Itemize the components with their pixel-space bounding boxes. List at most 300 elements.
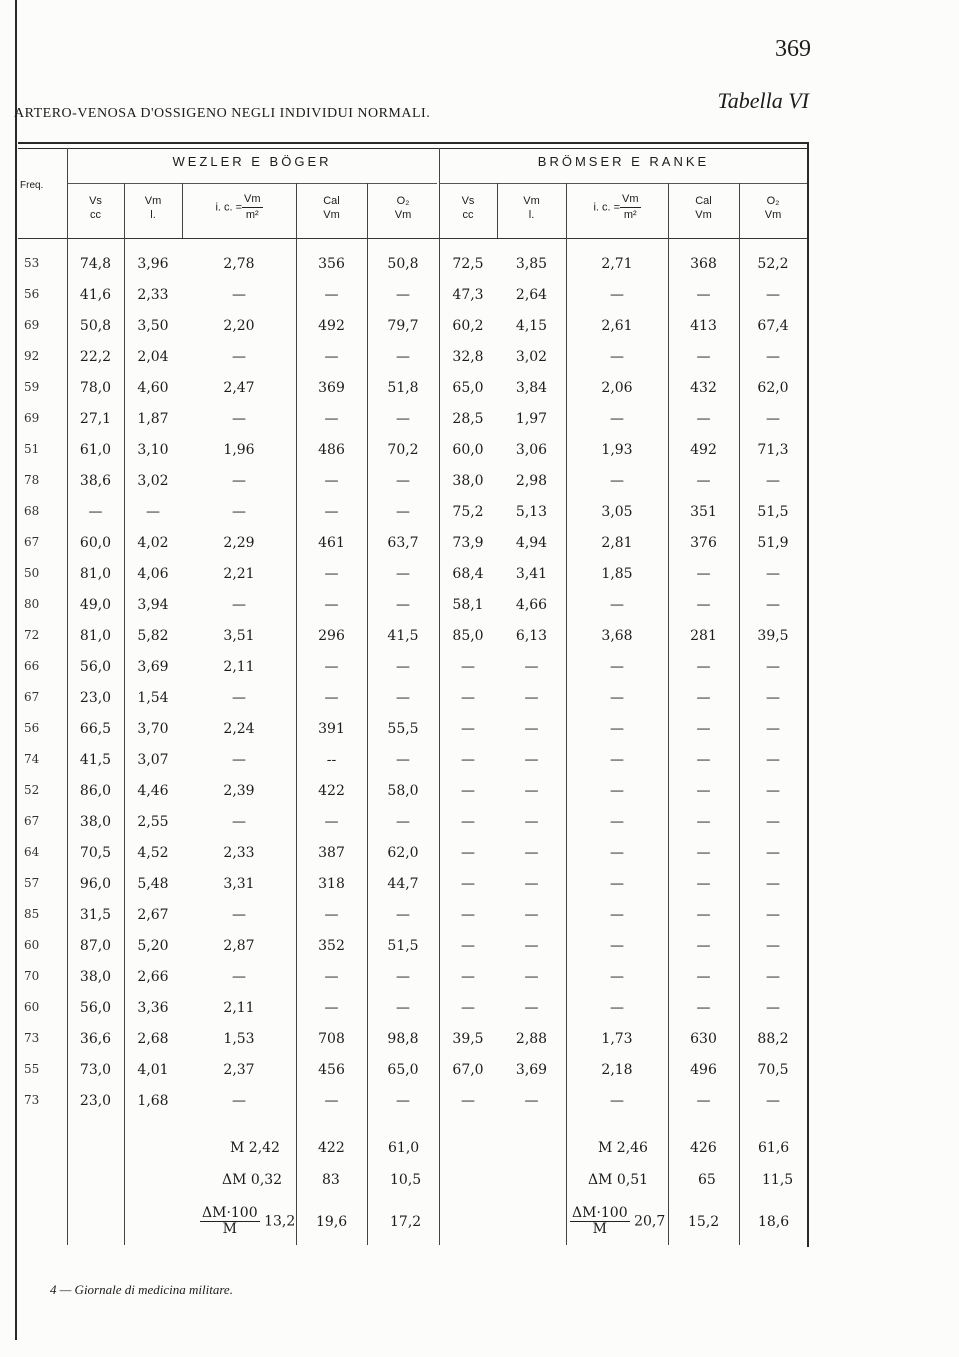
cell-vs: 87,0 [79, 938, 112, 954]
cell-cal: — [696, 783, 711, 799]
cell-ic: 3,31 [223, 876, 255, 892]
cell-cal: — [696, 597, 711, 613]
col-head-ic: i. c. = $\frac{Vm}{\text{m²}}$ [215, 193, 261, 221]
cell-o2: — [766, 473, 780, 489]
cell-o2: — [766, 566, 780, 582]
col-head-ic: i. c. = $\frac{Vm}{\text{m²}}$ [593, 193, 639, 221]
cell-vs: 60,2 [452, 318, 484, 334]
group-rule-left [67, 183, 437, 184]
cell-vs: 32,8 [452, 349, 484, 365]
cell-cal: — [324, 349, 339, 365]
cell-ic: 2,71 [601, 256, 633, 272]
cell-vs: 22,2 [79, 349, 112, 365]
cell-cal: — [324, 969, 339, 985]
cell-vm: 3,96 [137, 256, 169, 272]
cell-ic: — [610, 287, 624, 303]
table-row [0, 938, 820, 962]
cell-ic: 3,05 [601, 504, 633, 520]
cell-vs: 31,5 [79, 907, 112, 923]
cell-vm: 3,36 [137, 1000, 169, 1016]
cell-o2: 58,0 [387, 783, 419, 799]
cell-freq: 74 [24, 752, 40, 766]
cell-vs: 61,0 [79, 442, 112, 458]
table-row [0, 256, 820, 280]
cell-o2: — [766, 659, 780, 675]
cell-freq: 64 [24, 845, 40, 859]
cell-vm: 6,13 [515, 628, 548, 644]
cell-ic: — [232, 814, 246, 830]
cell-vm: 3,02 [515, 349, 548, 365]
cell-vs: 85,0 [452, 628, 484, 644]
cell-cal: 387 [318, 845, 345, 861]
cell-o2: — [396, 1000, 410, 1016]
col-head-cal: Cal Vm [323, 195, 340, 221]
cell-ic: — [610, 1000, 624, 1016]
cell-freq: 68 [24, 504, 40, 518]
cell-o2: — [396, 752, 410, 768]
table-row [0, 411, 820, 435]
cell-freq: 56 [24, 721, 40, 735]
cell-o2: — [396, 659, 410, 675]
cell-ic: — [232, 969, 246, 985]
cell-vm: 3,06 [515, 442, 548, 458]
cell-vm: 5,48 [137, 876, 169, 892]
cell-ic: — [610, 907, 624, 923]
cell-vm: 2,88 [515, 1031, 548, 1047]
cell-ic: — [610, 349, 624, 365]
cell-cal: — [696, 752, 711, 768]
cell-cal: 368 [690, 256, 717, 272]
cell-vm: 3,41 [515, 566, 548, 582]
cell-freq: 78 [24, 473, 40, 487]
cell-vs: — [461, 721, 475, 737]
cell-vm: 2,67 [137, 907, 169, 923]
cell-cal: — [324, 1093, 339, 1109]
cell-o2: — [396, 473, 410, 489]
cell-vs: — [461, 814, 475, 830]
cell-vm: 1,97 [515, 411, 548, 427]
cell-freq: 69 [24, 411, 40, 425]
cell-o2: — [766, 907, 780, 923]
cell-freq: 60 [24, 1000, 40, 1014]
cell-cal: 461 [318, 535, 345, 551]
cell-o2: 67,4 [757, 318, 789, 334]
cell-o2: 51,9 [757, 535, 789, 551]
cell-o2: — [766, 938, 780, 954]
table-row [0, 876, 820, 900]
table-row [0, 783, 820, 807]
cell-vm: 3,69 [137, 659, 169, 675]
cell-vs: 23,0 [79, 1093, 112, 1109]
cell-o2: 51,5 [387, 938, 419, 954]
cell-ic: — [232, 597, 246, 613]
cell-o2: — [766, 287, 780, 303]
col-head-vm: Vm l. [144, 195, 162, 221]
cell-ic: — [610, 752, 624, 768]
cell-vm: 2,66 [137, 969, 169, 985]
cell-ic: 2,33 [223, 845, 255, 861]
cell-ic: — [232, 1093, 246, 1109]
cell-o2: 55,5 [387, 721, 419, 737]
cell-o2: — [766, 1093, 780, 1109]
cell-cal: — [696, 721, 711, 737]
cell-ic: — [232, 690, 246, 706]
cell-ic: 2,18 [601, 1062, 633, 1078]
cell-vs: 27,1 [79, 411, 112, 427]
table-row [0, 907, 820, 931]
cell-vs: — [461, 969, 475, 985]
summary-row-pct: $\frac{\Delta M\cdot 100}{M}$ 13,2 19,6 17,2 $\frac{\Delta M\cdot 100}{M}$ 20,7 15,2 18,6 [202, 1205, 790, 1237]
cell-vs: 50,8 [79, 318, 112, 334]
table-row [0, 535, 820, 559]
cell-vm: 4,52 [137, 845, 169, 861]
cell-vm: 3,07 [137, 752, 169, 768]
table-row [0, 442, 820, 466]
cell-o2: 65,0 [387, 1062, 419, 1078]
cell-vm: — [524, 938, 539, 954]
cell-ic: 2,39 [223, 783, 255, 799]
cell-cal: — [696, 1093, 711, 1109]
cell-cal: 356 [318, 256, 345, 272]
cell-o2: — [766, 814, 780, 830]
cell-vs: 73,9 [452, 535, 484, 551]
cell-vm: 1,68 [137, 1093, 169, 1109]
cell-ic: — [232, 504, 246, 520]
table-label: Tabella VI [717, 88, 809, 113]
cell-vs: 38,0 [452, 473, 484, 489]
cell-o2: — [766, 752, 780, 768]
cell-cal: 352 [318, 938, 345, 954]
cell-freq: 72 [24, 628, 40, 642]
cell-vs: 38,0 [79, 814, 112, 830]
cell-vs: 56,0 [79, 1000, 112, 1016]
cell-vs: 70,5 [79, 845, 112, 861]
cell-ic: — [610, 969, 624, 985]
table-row [0, 1000, 820, 1024]
cell-vs: — [461, 907, 475, 923]
cell-vs: 66,5 [79, 721, 112, 737]
cell-ic: 2,11 [223, 1000, 255, 1016]
cell-o2: 62,0 [387, 845, 419, 861]
cell-vm: — [524, 814, 539, 830]
cell-cal: — [696, 1000, 711, 1016]
cell-o2: — [396, 411, 410, 427]
footer-note: 4 — Giornale di medicina militare. [50, 1282, 233, 1297]
cell-freq: 80 [24, 597, 40, 611]
cell-vs: — [461, 876, 475, 892]
table-row [0, 287, 820, 311]
cell-ic: — [232, 473, 246, 489]
cell-cal: 630 [690, 1031, 717, 1047]
cell-o2: 98,8 [387, 1031, 419, 1047]
cell-ic: 1,93 [601, 442, 633, 458]
cell-vm: — [524, 659, 539, 675]
cell-cal: — [324, 907, 339, 923]
group-rule-right [440, 183, 807, 184]
cell-vs: 23,0 [79, 690, 112, 706]
cell-cal: — [324, 659, 339, 675]
cell-cal: 456 [318, 1062, 345, 1078]
cell-cal: 492 [690, 442, 717, 458]
cell-vs: 47,3 [452, 287, 484, 303]
cell-vs: 75,2 [452, 504, 484, 520]
cell-vs: 41,6 [79, 287, 112, 303]
cell-ic: 3,51 [223, 628, 255, 644]
cell-cal: — [696, 566, 711, 582]
cell-ic: 1,53 [223, 1031, 255, 1047]
table-row [0, 318, 820, 342]
cell-ic: — [232, 411, 246, 427]
cell-vs: 74,8 [79, 256, 112, 272]
cell-ic: 1,96 [223, 442, 255, 458]
cell-o2: — [766, 690, 780, 706]
cell-o2: 39,5 [757, 628, 789, 644]
cell-vs: 78,0 [79, 380, 112, 396]
cell-vm: 3,84 [515, 380, 548, 396]
cell-ic: — [232, 287, 246, 303]
cell-cal: -- [326, 752, 337, 768]
cell-vm: 1,87 [137, 411, 169, 427]
cell-cal: 708 [318, 1031, 345, 1047]
cell-o2: 51,5 [757, 504, 789, 520]
cell-o2: — [396, 504, 410, 520]
cell-cal: — [324, 566, 339, 582]
cell-o2: 44,7 [387, 876, 419, 892]
cell-ic: — [610, 845, 624, 861]
cell-o2: — [396, 907, 410, 923]
cell-ic: 3,68 [601, 628, 633, 644]
table-row [0, 690, 820, 714]
running-title: ARTERO-VENOSA D'OSSIGENO NEGLI INDIVIDUI NORMALI. [14, 106, 431, 121]
cell-o2: — [766, 1000, 780, 1016]
cell-vm: — [524, 1093, 539, 1109]
cell-ic: 2,78 [223, 256, 255, 272]
cell-vs: 60,0 [79, 535, 112, 551]
cell-o2: 88,2 [757, 1031, 789, 1047]
summary-row-mean: M 2,42 422 61,0 M 2,46 426 61,6 [230, 1140, 790, 1156]
table-row [0, 659, 820, 683]
table-row [0, 969, 820, 993]
cell-cal: — [324, 473, 339, 489]
cell-vm: 3,94 [137, 597, 169, 613]
cell-o2: 51,8 [387, 380, 419, 396]
cell-ic: — [610, 411, 624, 427]
cell-ic: 2,24 [223, 721, 255, 737]
cell-o2: — [766, 721, 780, 737]
cell-vm: 3,70 [137, 721, 169, 737]
cell-o2: 62,0 [757, 380, 789, 396]
cell-o2: 63,7 [387, 535, 419, 551]
table-header-rule [18, 238, 808, 239]
cell-vs: — [461, 752, 475, 768]
cell-vs: — [88, 504, 103, 520]
cell-ic: 2,87 [223, 938, 255, 954]
cell-freq: 92 [24, 349, 40, 363]
cell-vm: 5,82 [137, 628, 169, 644]
cell-ic: — [610, 783, 624, 799]
cell-ic: — [610, 473, 624, 489]
cell-ic: 2,29 [223, 535, 255, 551]
cell-freq: 69 [24, 318, 40, 332]
cell-ic: — [232, 907, 246, 923]
cell-cal: 318 [318, 876, 345, 892]
cell-o2: — [766, 876, 780, 892]
cell-freq: 55 [24, 1062, 40, 1076]
cell-freq: 67 [24, 690, 40, 704]
cell-cal: — [324, 287, 339, 303]
table-row [0, 1062, 820, 1086]
cell-ic: 2,47 [223, 380, 255, 396]
cell-cal: — [324, 1000, 339, 1016]
cell-vs: — [461, 845, 475, 861]
cell-ic: — [610, 597, 624, 613]
cell-vm: — [524, 845, 539, 861]
cell-vs: 49,0 [79, 597, 112, 613]
cell-vs: — [461, 659, 475, 675]
table-row [0, 1093, 820, 1117]
cell-vs: — [461, 1093, 475, 1109]
table-row [0, 752, 820, 776]
cell-vs: 28,5 [452, 411, 484, 427]
cell-vs: 65,0 [452, 380, 484, 396]
table-top-rule [18, 142, 808, 144]
cell-vm: — [524, 1000, 539, 1016]
cell-o2: 50,8 [387, 256, 419, 272]
cell-vs: 96,0 [79, 876, 112, 892]
group-header-bromser: BRÖMSER E RANKE [537, 154, 710, 169]
cell-cal: — [696, 287, 711, 303]
cell-vm: 4,15 [515, 318, 548, 334]
cell-cal: 369 [318, 380, 345, 396]
cell-o2: — [396, 597, 410, 613]
cell-o2: — [766, 597, 780, 613]
cell-cal: — [324, 814, 339, 830]
cell-cal: — [696, 907, 711, 923]
cell-ic: 2,06 [601, 380, 633, 396]
cell-cal: — [696, 814, 711, 830]
table-row [0, 380, 820, 404]
cell-o2: 52,2 [757, 256, 789, 272]
cell-cal: — [324, 597, 339, 613]
cell-o2: 70,2 [387, 442, 419, 458]
cell-vm: — [524, 876, 539, 892]
cell-freq: 73 [24, 1031, 40, 1045]
cell-cal: 432 [690, 380, 717, 396]
table-row [0, 504, 820, 528]
cell-ic: 2,37 [223, 1062, 255, 1078]
cell-vm: — [524, 969, 539, 985]
cell-ic: 2,20 [223, 318, 255, 334]
cell-o2: — [396, 287, 410, 303]
cell-vm: — [524, 721, 539, 737]
cell-vm: — [524, 783, 539, 799]
table-row [0, 845, 820, 869]
cell-ic: — [610, 938, 624, 954]
cell-vs: 58,1 [452, 597, 484, 613]
cell-ic: 2,11 [223, 659, 255, 675]
cell-vs: 86,0 [79, 783, 112, 799]
cell-vm: 3,69 [515, 1062, 548, 1078]
cell-o2: — [766, 969, 780, 985]
cell-vm: 1,54 [137, 690, 169, 706]
cell-vm: 2,68 [137, 1031, 169, 1047]
cell-o2: — [766, 411, 780, 427]
cell-o2: — [396, 1093, 410, 1109]
cell-cal: 492 [318, 318, 345, 334]
cell-cal: — [696, 690, 711, 706]
cell-o2: — [396, 349, 410, 365]
cell-vs: 72,5 [452, 256, 484, 272]
cell-vm: 4,46 [137, 783, 169, 799]
cell-vs: — [461, 690, 475, 706]
col-head-o2: O₂ Vm [764, 195, 782, 221]
cell-vs: — [461, 783, 475, 799]
cell-vs: 56,0 [79, 659, 112, 675]
cell-freq: 70 [24, 969, 40, 983]
cell-ic: — [610, 721, 624, 737]
cell-vm: 4,66 [515, 597, 548, 613]
cell-cal: — [696, 845, 711, 861]
cell-ic: 2,21 [223, 566, 255, 582]
cell-vm: 2,04 [137, 349, 169, 365]
cell-freq: 53 [24, 256, 40, 270]
cell-vm: — [524, 907, 539, 923]
cell-vm: 3,02 [137, 473, 169, 489]
cell-vs: 38,6 [79, 473, 112, 489]
group-header-wezler: WEZLER E BÖGER [172, 154, 332, 169]
cell-vm: — [524, 752, 539, 768]
cell-vm: — [524, 690, 539, 706]
cell-cal: — [324, 411, 339, 427]
col-head-cal: Cal Vm [695, 195, 712, 221]
cell-cal: — [324, 504, 339, 520]
cell-vm: 2,98 [515, 473, 548, 489]
table-row [0, 597, 820, 621]
table-row [0, 628, 820, 652]
cell-o2: 79,7 [387, 318, 419, 334]
cell-vs: 60,0 [452, 442, 484, 458]
cell-vm: 5,13 [515, 504, 548, 520]
cell-vm: 2,55 [137, 814, 169, 830]
table-row [0, 721, 820, 745]
cell-ic: — [610, 876, 624, 892]
cell-o2: — [766, 845, 780, 861]
cell-cal: — [696, 969, 711, 985]
cell-vm: 3,50 [137, 318, 169, 334]
cell-cal: — [696, 938, 711, 954]
cell-o2: — [396, 690, 410, 706]
cell-ic: 1,85 [601, 566, 633, 582]
cell-vm: 5,20 [137, 938, 169, 954]
cell-cal: 296 [318, 628, 345, 644]
cell-cal: — [696, 411, 711, 427]
cell-ic: 1,73 [601, 1031, 633, 1047]
table-row [0, 814, 820, 838]
cell-o2: 71,3 [757, 442, 789, 458]
cell-freq: 60 [24, 938, 40, 952]
cell-ic: — [610, 659, 624, 675]
cell-vs: 81,0 [79, 628, 112, 644]
cell-vm: 4,06 [137, 566, 169, 582]
cell-cal: 422 [318, 783, 345, 799]
cell-ic: 2,61 [601, 318, 633, 334]
cell-ic: — [610, 690, 624, 706]
cell-o2: — [766, 783, 780, 799]
cell-vs: 67,0 [452, 1062, 484, 1078]
cell-freq: 73 [24, 1093, 40, 1107]
cell-vs: — [461, 938, 475, 954]
cell-cal: — [696, 876, 711, 892]
